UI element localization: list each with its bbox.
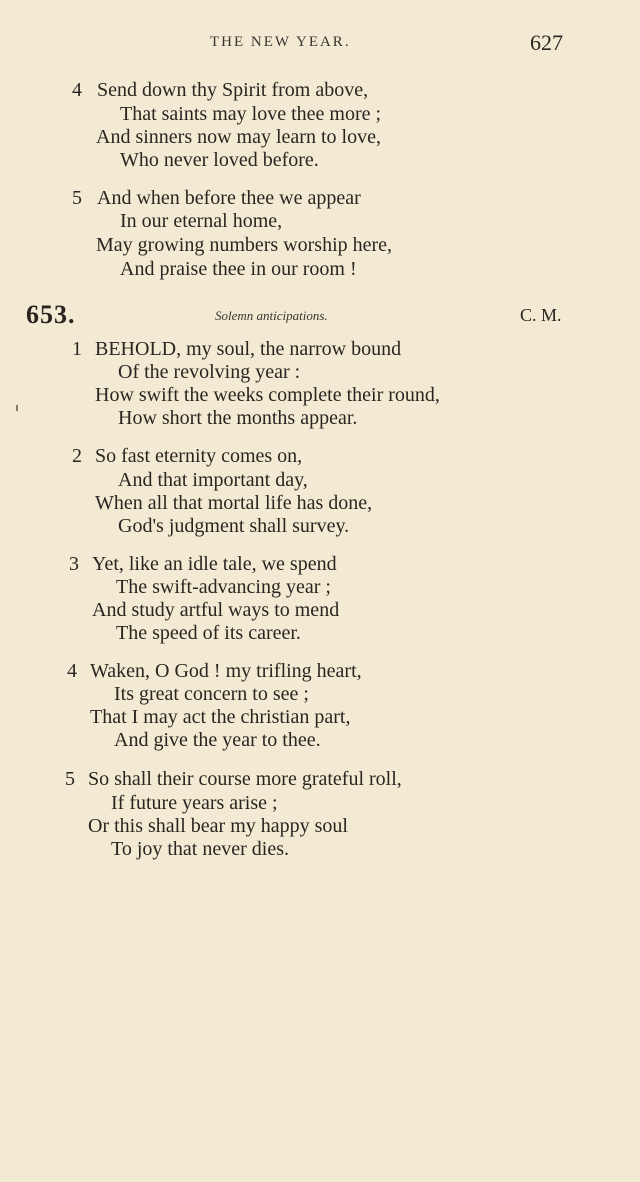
verse-line: May growing numbers worship here, [96, 234, 393, 256]
verse-line: In our eternal home, [120, 210, 283, 232]
stanza-number: 5 [72, 187, 82, 209]
verse-line: Of the revolving year : [118, 361, 301, 383]
verse-line: Its great concern to see ; [114, 683, 309, 705]
verse-line: And that important day, [118, 469, 308, 491]
hymn-subtitle: Solemn anticipations. [215, 308, 328, 323]
verse-line: That saints may love thee more ; [120, 103, 382, 125]
verse-line: The speed of its career. [116, 622, 301, 644]
print-speck [16, 405, 18, 411]
verse-line: How short the months appear. [118, 407, 358, 429]
verse-line: And praise thee in our room ! [120, 258, 357, 280]
hymn-meter: C. M. [520, 305, 562, 325]
page-number: 627 [530, 30, 563, 55]
stanza-number: 1 [72, 338, 82, 360]
verse-line: Yet, like an idle tale, we spend [92, 553, 337, 575]
verse-line: God's judgment shall survey. [118, 515, 350, 537]
verse-line: So fast eternity comes on, [95, 445, 303, 467]
verse-line: And when before thee we appear [97, 187, 361, 209]
verse-line: And study artful ways to mend [92, 599, 340, 621]
hymn-number: 653. [26, 300, 76, 329]
verse-line: Send down thy Spirit from above, [97, 79, 369, 101]
verse-line: Waken, O God ! my trifling heart, [90, 660, 362, 682]
verse-line: To joy that never dies. [111, 838, 289, 860]
verse-line: Who never loved before. [120, 149, 319, 171]
stanza-number: 3 [69, 553, 79, 575]
stanza-number: 4 [72, 79, 82, 101]
verse-line: The swift-advancing year ; [116, 576, 331, 598]
verse-line: Or this shall bear my happy soul [88, 815, 348, 837]
stanza-number: 5 [65, 768, 75, 790]
verse-line: How swift the weeks complete their round, [95, 384, 440, 406]
verse-line: If future years arise ; [111, 792, 278, 814]
stanza-number: 2 [72, 445, 82, 467]
verse-line: BEHOLD, my soul, the narrow bound [95, 338, 402, 360]
verse-line: That I may act the christian part, [90, 706, 351, 728]
stanza-number: 4 [67, 660, 77, 682]
verse-line: And sinners now may learn to love, [96, 126, 381, 148]
verse-line: When all that mortal life has done, [95, 492, 373, 514]
running-title: THE NEW YEAR. [210, 34, 351, 50]
verse-line: So shall their course more grateful roll, [88, 768, 402, 790]
verse-line: And give the year to thee. [114, 729, 321, 751]
